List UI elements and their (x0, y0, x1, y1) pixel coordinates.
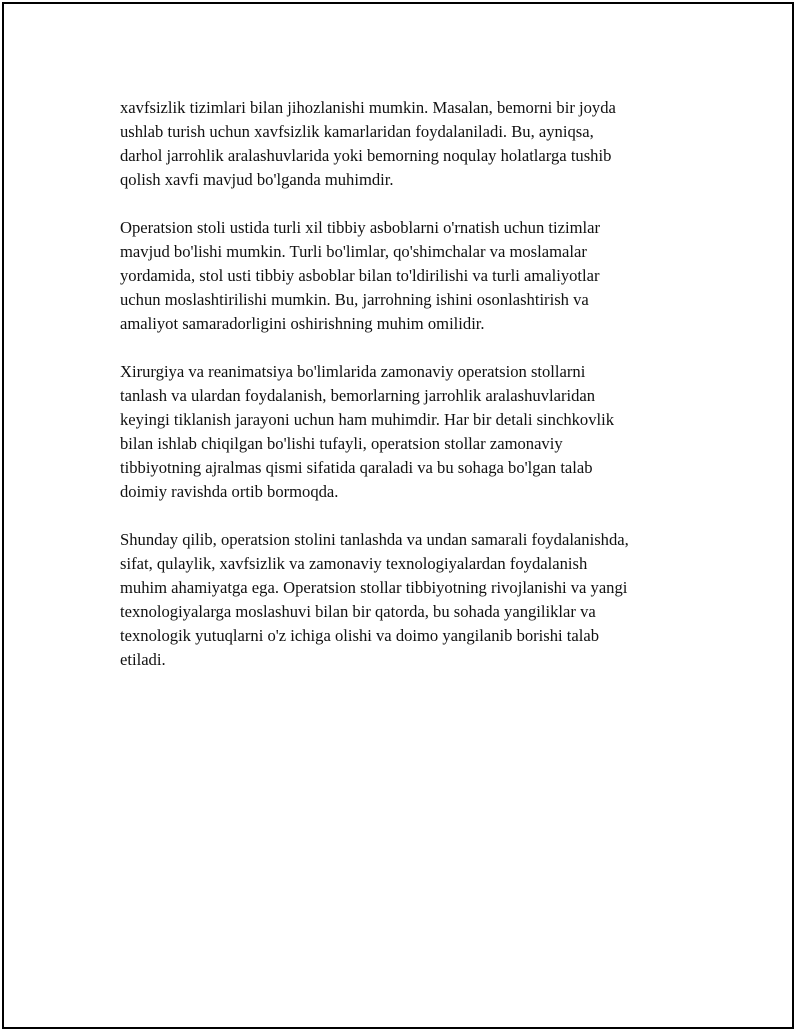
paragraph-2 (120, 216, 698, 336)
text-line: Shunday qilib, operatsion stolini tanlashda va undan samarali foydalanishda, (120, 530, 629, 549)
text-line: texnologiyalarga moslashuvi bilan bir qatorda, bu sohada yangiliklar va (120, 602, 596, 621)
document-body (120, 96, 698, 696)
text-line: muhim ahamiyatga ega. Operatsion stollar tibbiyotning rivojlanishi va yangi (120, 578, 628, 597)
text-line: Operatsion stoli ustida turli xil tibbiy asboblarni o'rnatish uchun tizimlar (120, 218, 600, 237)
text-line: tanlash va ulardan foydalanish, bemorlarning jarrohlik aralashuvlaridan (120, 386, 596, 405)
text-line: tibbiyotning ajralmas qismi sifatida qaraladi va bu sohaga bo'lgan talab (120, 458, 593, 477)
text-line: xavfsizlik tizimlari bilan jihozlanishi mumkin. Masalan, bemorni bir joyda (120, 98, 616, 117)
text-line: keyingi tiklanish jarayoni uchun ham muhimdir. Har bir detali sinchkovlik (120, 410, 615, 429)
text-line: yordamida, stol usti tibbiy asboblar bilan to'ldirilishi va turli amaliyotlar (120, 266, 600, 285)
document-page (2, 2, 794, 1029)
paragraph-4 (120, 528, 698, 672)
text-line: etiladi. (120, 650, 166, 669)
text-line: qolish xavfi mavjud bo'lganda muhimdir. (120, 170, 394, 189)
paragraph-3 (120, 360, 698, 504)
text-line: doimiy ravishda ortib bormoqda. (120, 482, 339, 501)
paragraph-1 (120, 96, 698, 192)
text-line: ushlab turish uchun xavfsizlik kamarlaridan foydalaniladi. Bu, ayniqsa, (120, 122, 594, 141)
text-line: bilan ishlab chiqilgan bo'lishi tufayli, operatsion stollar zamonaviy (120, 434, 563, 453)
text-line: amaliyot samaradorligini oshirishning muhim omilidir. (120, 314, 485, 333)
text-line: Xirurgiya va reanimatsiya bo'limlarida zamonaviy operatsion stollarni (120, 362, 586, 381)
text-line: uchun moslashtirilishi mumkin. Bu, jarrohning ishini osonlashtirish va (120, 290, 589, 309)
text-line: mavjud bo'lishi mumkin. Turli bo'limlar, qo'shimchalar va moslamalar (120, 242, 587, 261)
text-line: sifat, qulaylik, xavfsizlik va zamonaviy texnologiyalardan foydalanish (120, 554, 588, 573)
text-line: texnologik yutuqlarni o'z ichiga olishi va doimo yangilanib borishi talab (120, 626, 600, 645)
text-line: darhol jarrohlik aralashuvlarida yoki bemorning noqulay holatlarga tushib (120, 146, 612, 165)
